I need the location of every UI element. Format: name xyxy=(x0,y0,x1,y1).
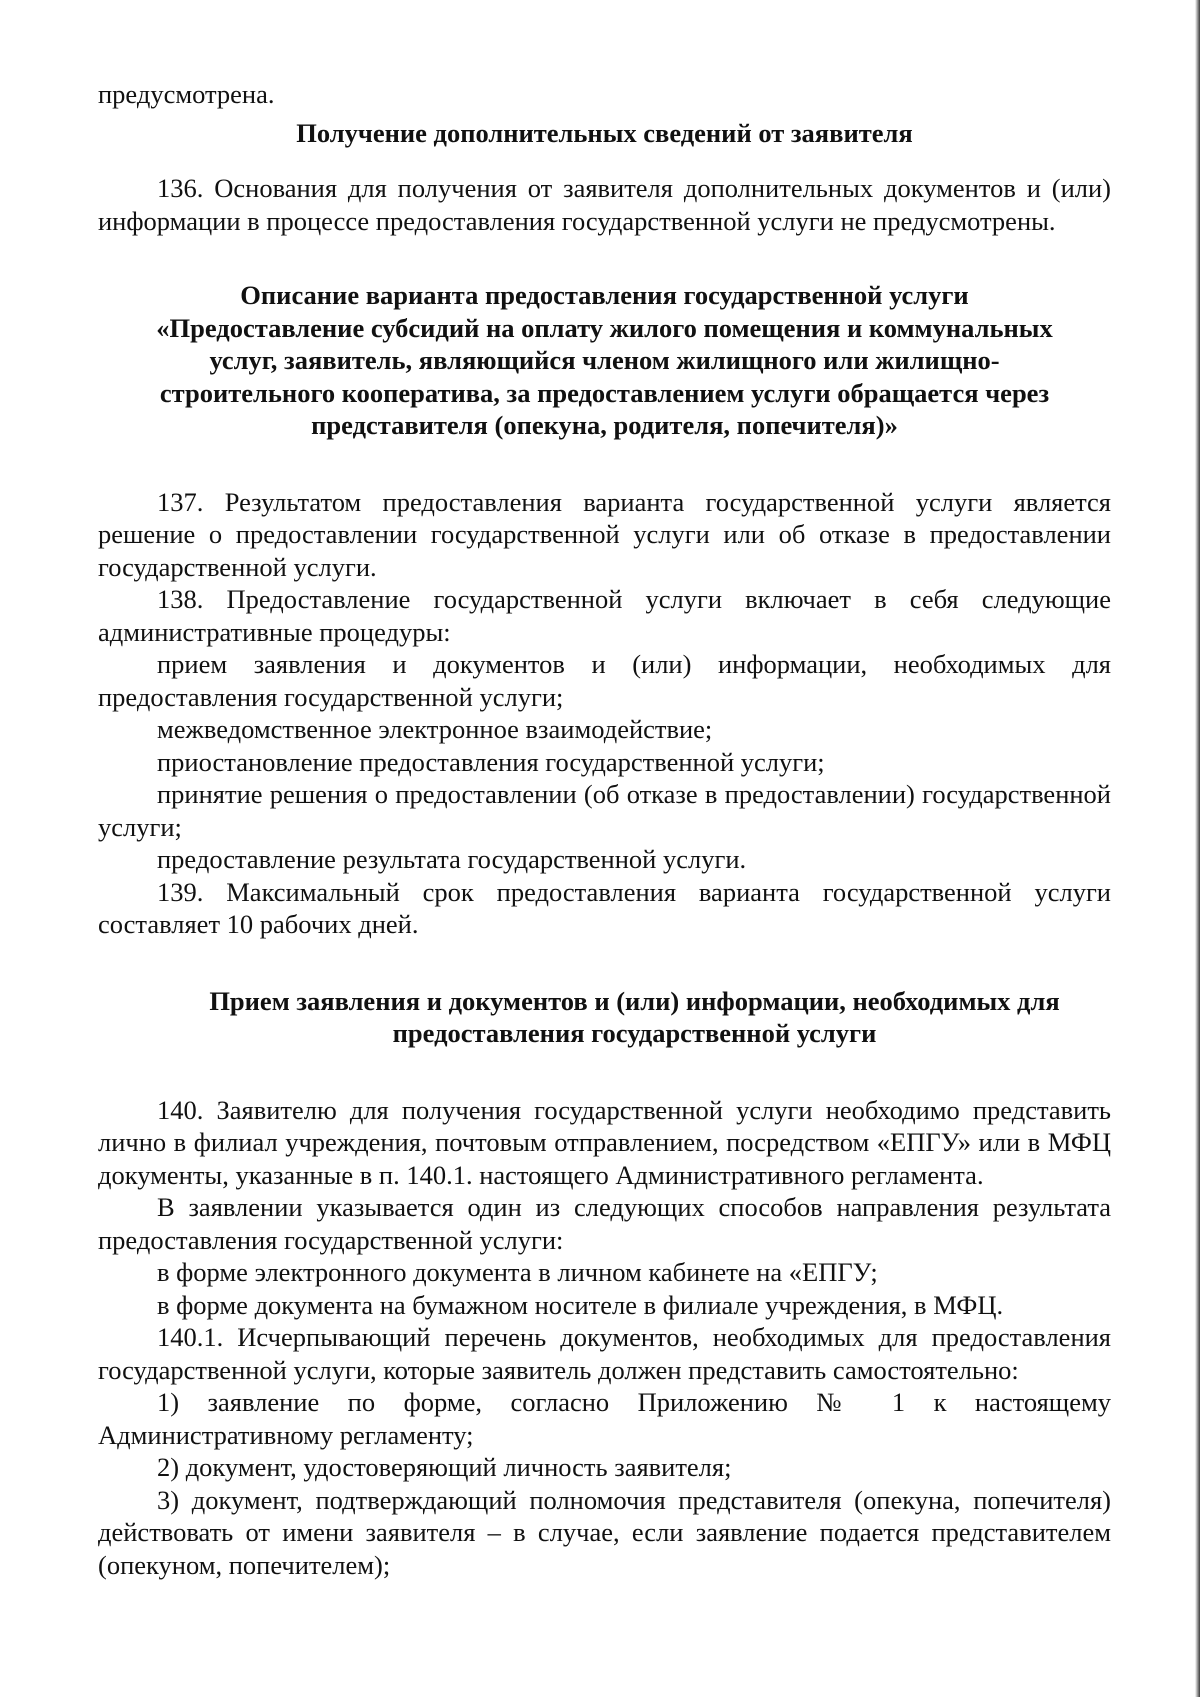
heading-line: «Предоставление субсидий на оплату жилого помещения и коммунальных xyxy=(156,312,1053,343)
list-item: прием заявления и документов и (или) информации, необходимых для предоставления государственной услуги; xyxy=(98,649,1111,712)
list-item: предоставление результата государственной услуги. xyxy=(157,844,747,874)
scan-edge-shadow xyxy=(1195,0,1200,1697)
section-heading-variant-description xyxy=(98,279,1111,442)
continuation-line: предусмотрена. xyxy=(98,79,275,109)
paragraph-136: 136. Основания для получения от заявителя дополнительных документов и (или) информации в процессе предоставления государственной услуги не предусмотрены. xyxy=(98,173,1111,236)
document-page xyxy=(98,78,1111,1581)
paragraph-138: 138. Предоставление государственной услуги включает в себя следующие административные процедуры: xyxy=(98,584,1111,647)
heading-line: услуг, заявитель, являющийся членом жилищного или жилищно- xyxy=(209,345,1000,375)
heading-line: предоставления государственной услуги xyxy=(392,1018,877,1048)
heading-line: Описание варианта предоставления государственной услуги xyxy=(240,280,969,310)
list-item: принятие решения о предоставлении (об отказе в предоставлении) государственной услуги; xyxy=(98,779,1111,842)
list-item: 1) заявление по форме, согласно Приложению № 1 к настоящему Административному регламенту; xyxy=(98,1387,1111,1450)
list-item: в форме документа на бумажном носителе в филиале учреждения, в МФЦ. xyxy=(157,1289,1004,1320)
paragraph-result-methods: В заявлении указывается один из следующих способов направления результата предоставления государственной услуги: xyxy=(98,1192,1111,1255)
heading-line: Прием заявления и документов и (или) информации, необходимых для xyxy=(209,985,1060,1016)
paragraph-139: 139. Максимальный срок предоставления варианта государственной услуги составляет 10 рабочих дней. xyxy=(98,876,1111,939)
section-heading-application-intake xyxy=(98,985,1111,1050)
list-item: в форме электронного документа в личном кабинете на «ЕПГУ; xyxy=(157,1257,878,1287)
paragraph-140-1: 140.1. Исчерпывающий перечень документов, необходимых для предоставления государственной услуги, которые заявитель должен представить самостоятельно: xyxy=(98,1322,1111,1385)
heading-line: представителя (опекуна, родителя, попечителя)» xyxy=(311,410,898,440)
section-heading-additional-info: Получение дополнительных сведений от заявителя xyxy=(296,117,913,148)
list-item: межведомственное электронное взаимодействие; xyxy=(157,714,713,744)
list-item: 3) документ, подтверждающий полномочия представителя (опекуна, попечителя) действовать от имени заявителя – в случае, если заявление подается представителем (опекуном, попечителем); xyxy=(98,1484,1111,1580)
heading-line: строительного кооператива, за предоставлением услуги обращается через xyxy=(159,377,1050,408)
paragraph-140: 140. Заявителю для получения государственной услуги необходимо представить лично в филиал учреждения, почтовым отправлением, посредством «ЕПГУ» или в МФЦ документы, указанные в п. 140.1. настоящего Административного регламента. xyxy=(98,1094,1111,1190)
list-item: приостановление предоставления государственной услуги; xyxy=(157,746,825,777)
list-item: 2) документ, удостоверяющий личность заявителя; xyxy=(157,1452,732,1482)
paragraph-137: 137. Результатом предоставления варианта государственной услуги является решение о предоставлении государственной услуги или об отказе в предоставлении государственной услуги. xyxy=(98,486,1111,582)
